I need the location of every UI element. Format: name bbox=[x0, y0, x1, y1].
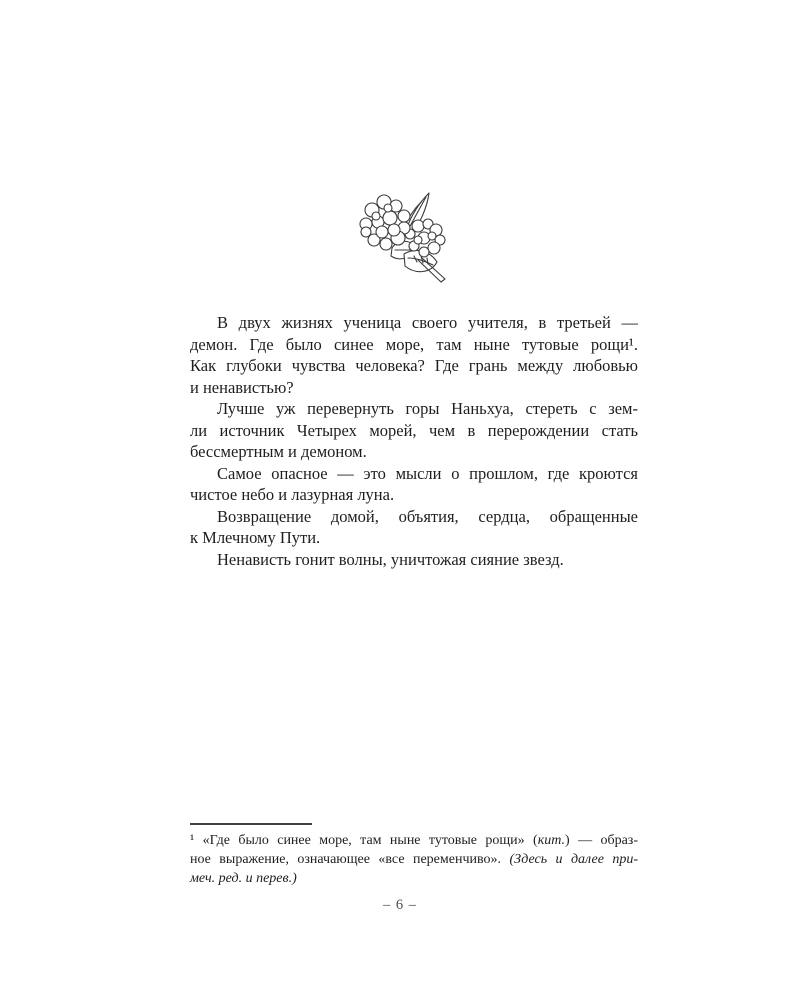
text-line: ли источник Четырех морей, чем в перерождении стать bbox=[190, 420, 638, 440]
footnote-line bbox=[190, 869, 638, 888]
footnote-text: ) — образ- bbox=[565, 833, 638, 848]
text-line: бессмертным и демоном. bbox=[190, 442, 367, 461]
body-text bbox=[190, 312, 638, 570]
text-line: демон. Где было синее море, там ныне тутовые рощи¹. bbox=[190, 334, 638, 354]
footnote-italic-text: меч. ред. и перев.) bbox=[190, 871, 297, 886]
page-number: – 6 – bbox=[383, 897, 417, 913]
footnote-line bbox=[190, 850, 638, 869]
hydrangea-illustration bbox=[348, 177, 453, 287]
text-line: Ненависть гонит волны, уничтожая сияние звезд. bbox=[217, 549, 564, 569]
footnote-text: ¹ «Где было синее море, там ныне тутовые рощи» ( bbox=[190, 833, 538, 848]
footnote-line bbox=[190, 831, 638, 850]
footnote-rule bbox=[190, 823, 312, 825]
text-line: Как глубоки чувства человека? Где грань между любовью bbox=[190, 356, 638, 375]
footnote-text: ное выражение, означающее «все переменчиво». bbox=[190, 852, 510, 867]
text-line: Самое опасное — это мысли о прошлом, где кроются bbox=[217, 463, 638, 483]
text-line: чистое небо и лазурная луна. bbox=[190, 485, 395, 504]
text-line: к Млечному Пути. bbox=[190, 528, 321, 547]
footnote bbox=[190, 831, 638, 888]
text-line: Возвращение домой, объятия, сердца, обращенные bbox=[217, 506, 638, 526]
text-line: и ненавистью? bbox=[190, 377, 294, 397]
footnote-italic-text: (Здесь и далее при- bbox=[509, 852, 639, 867]
text-line: Лучше уж перевернуть горы Наньхуа, стереть с зем- bbox=[217, 399, 638, 418]
text-line: В двух жизнях ученица своего учителя, в третьей — bbox=[217, 313, 638, 332]
footnote-italic-text: кит. bbox=[537, 833, 566, 848]
